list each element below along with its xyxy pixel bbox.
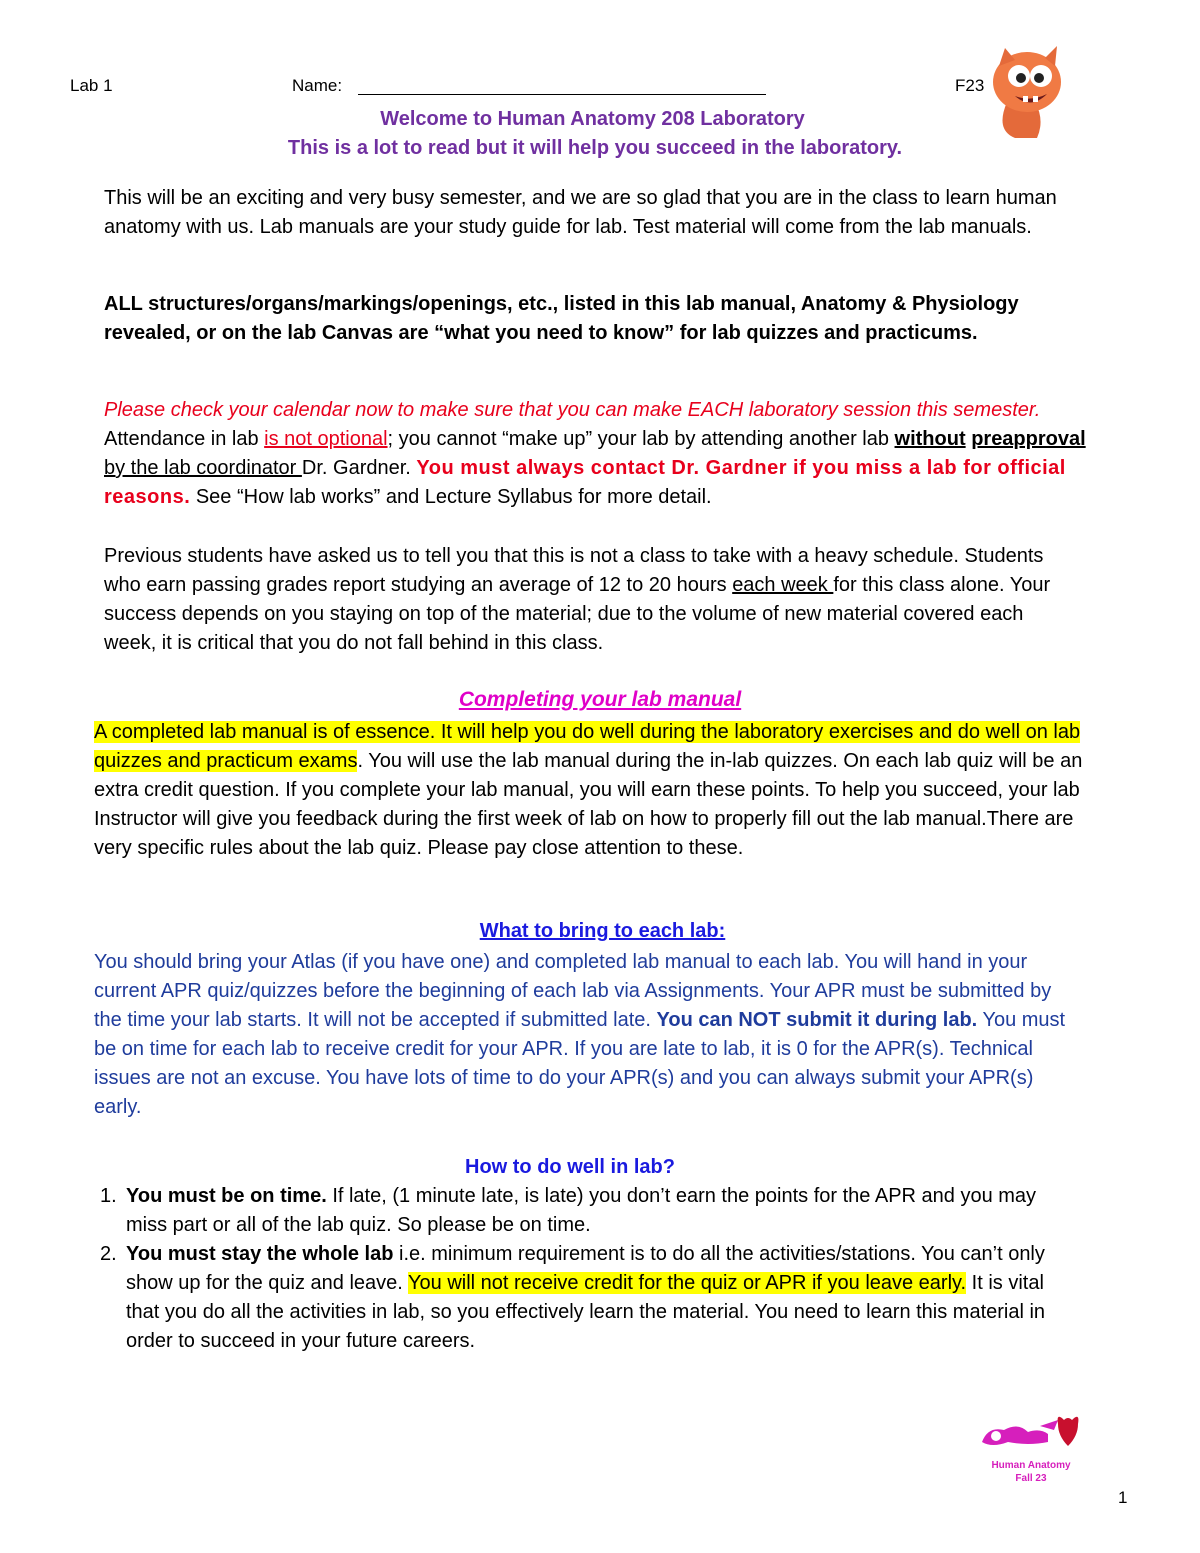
list-item-bold: You must be on time. [126,1185,327,1207]
list-item-number: 2. [100,1243,117,1265]
list-item-text: i.e. minimum requirement is to do all the activities/stations. You can’t only show up for the quiz and leave. [126,1243,1045,1294]
human-anatomy-logo [978,1412,1084,1512]
workload-text-1: Previous students have asked us to tell you that this is not a class to take with a heavy schedule. Students who earn passing grades report studying an average of 12 to 20 hours [104,545,1044,596]
attendance-paragraph [104,396,1089,512]
each-week-text: each week [732,574,834,596]
dr-gardner-text: Dr. Gardner. [301,457,417,479]
how-to-heading: How to do well in lab? [465,1156,675,1178]
attendance-text-2: ; you cannot “make up” your lab by attending another lab [387,428,895,450]
bring-text-1: You should bring your Atlas (if you have one) and completed lab manual to each lab. You will hand in your current APR quiz/quizzes before the beginning of each lab via Assignments. Your APR must be submitted by the time your lab starts. It will not be accepted if submitted late. [94,951,1052,1031]
calendar-notice: Please check your calendar now to make sure that you can make EACH laboratory session this semester. [104,399,1041,421]
page-subtitle: This is a lot to read but it will help you succeed in the laboratory. [287,137,903,159]
list-item-text: If late, (1 minute late, is late) you don’t earn the points for the APR and you may miss part or all of the lab quiz. So please be on time. [126,1185,1037,1236]
logo-line-1: Human Anatomy [991,1460,1071,1471]
bring-text-2: You must be on time for each lab to receive credit for your APR. If you are late to lab, it is 0 for the APR(s). Technical issues are not an excuse. You have lots of time to do your APR(s) and you can always submit your APR(s) early. [94,1009,1066,1118]
list-item-text-2: It is vital that you do all the activities in lab, so you effectively learn the material. You need to learn this material in order to succeed in your future careers. [126,1272,1046,1352]
contact-notice: You must always contact Dr. Gardner if you miss a lab for official reasons. [104,457,1066,508]
anatomy-logo-icon [978,1412,1084,1452]
name-label-text: Name: [292,76,343,95]
logo-line-2: Fall 23 [1015,1473,1047,1484]
list-item-bold: You must stay the whole lab [126,1243,394,1265]
term-label: F23 [955,76,985,95]
page-title: Welcome to Human Anatomy 208 Laboratory [380,108,805,130]
list-item [100,1182,1071,1240]
list-item-highlight: You will not receive credit for the quiz or APR if you leave early. [408,1272,967,1294]
workload-text-2: for this class alone. Your success depends on you staying on top of the material; due to the volume of new material covered each week, it is critical that you do not fall behind in this class. [104,574,1051,654]
what-to-bring-paragraph [94,948,1069,1122]
completing-highlight: A completed lab manual is of essence. It will help you do well during the laboratory exercises and do well on lab quizzes and practicum exams [94,721,1081,772]
not-optional-text: is not optional [264,428,388,450]
completing-paragraph [94,718,1094,863]
completing-heading: Completing your lab manual [458,688,742,711]
need-to-know-paragraph: ALL structures/organs/markings/openings, etc., listed in this lab manual, Anatomy & Physiology revealed, or on the lab Canvas are “what you need to know” for lab quizzes and practicums. [104,293,1019,344]
workload-paragraph [104,542,1064,658]
intro-paragraph: This will be an exciting and very busy semester, and we are so glad that you are in the class to learn human anatomy with us. Lab manuals are your study guide for lab. Test material will come from the lab manuals. [104,187,1057,238]
what-to-bring-heading: What to bring to each lab: [479,920,726,942]
name-blank-line[interactable] [358,94,766,95]
attendance-text-1: Attendance in lab [104,428,265,450]
list-item-number: 1. [100,1185,117,1207]
preapproval-text: preapproval [971,428,1086,450]
name-label [292,76,342,96]
without-text: without [894,428,966,450]
how-to-list [100,1182,1071,1356]
page-number: 1 [1118,1488,1128,1507]
list-item [100,1240,1071,1356]
lab-number: Lab 1 [70,76,113,95]
lab-coordinator-text: by the lab coordinator [104,457,302,479]
completing-text: . You will use the lab manual during the in-lab quizzes. On each lab quiz will be an extra credit question. If you complete your lab manual, you will earn these points. To help you succeed, your lab Instructor will give you feedback during the first week of lab on how to properly fill out the lab manual.There are very specific rules about the lab quiz. Please pay close attention to these. [94,750,1083,859]
see-syllabus-text: See “How lab works” and Lecture Syllabus for more detail. [190,486,712,508]
bring-not-during-lab: You can NOT submit it during lab. [656,1009,978,1031]
